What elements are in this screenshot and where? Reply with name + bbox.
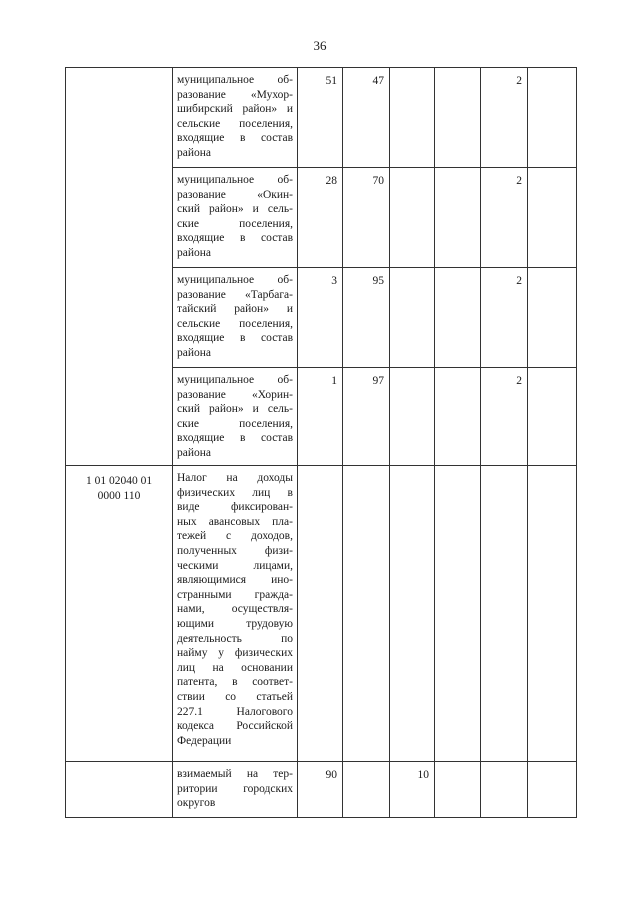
table-cell-value xyxy=(528,268,577,368)
description-line: нами, осуществля- xyxy=(177,603,293,616)
page-number: 36 xyxy=(313,38,327,53)
description-line: округов xyxy=(177,797,216,810)
table-cell-code xyxy=(66,68,173,466)
description-line: входящие в состав xyxy=(177,232,293,245)
description-line: ский район» и сель- xyxy=(177,403,293,416)
description-line: разование «Мухор- xyxy=(177,88,293,101)
table-cell-value xyxy=(343,762,390,818)
table-cell-value xyxy=(390,168,435,268)
description-line: тежей с доходов, xyxy=(177,530,293,543)
description-line: ных авансовых пла- xyxy=(177,515,293,528)
description-line: района xyxy=(177,146,212,159)
table-cell-value xyxy=(390,368,435,466)
table-cell-value: 1 xyxy=(298,368,343,466)
description-line: ющими трудовую xyxy=(177,617,293,630)
description-line: кодекса Российской xyxy=(177,720,293,733)
description-line: Федерации xyxy=(177,734,232,747)
description-line: лиц на основании xyxy=(177,661,293,674)
table-cell-value xyxy=(435,268,481,368)
description-line: муниципальное об- xyxy=(177,174,293,186)
budget-code-line: 0000 110 xyxy=(97,489,141,502)
table-cell-value xyxy=(435,368,481,466)
description-line: тайский район» и xyxy=(177,303,293,316)
table-cell-value: 2 xyxy=(481,368,528,466)
description-line: являющимися ино- xyxy=(177,574,293,587)
description-line: муниципальное об- xyxy=(177,374,293,386)
description-line: Налог на доходы xyxy=(177,472,293,484)
description-line: муниципальное об- xyxy=(177,274,293,286)
description-line: взимаемый на тер- xyxy=(177,768,293,780)
budget-code-line: 1 01 02040 01 xyxy=(85,475,153,487)
description-line: деятельность по xyxy=(177,632,293,645)
table-cell-value xyxy=(390,268,435,368)
table-cell-value: 95 xyxy=(343,268,390,368)
description-line: входящие в состав xyxy=(177,432,293,445)
table-cell-value: 2 xyxy=(481,168,528,268)
description-line: полученных физи- xyxy=(177,544,293,557)
description-line: ческими лицами, xyxy=(177,559,293,572)
table-cell-value xyxy=(528,168,577,268)
table-cell-code xyxy=(66,466,173,762)
table-cell-value: 2 xyxy=(481,68,528,168)
table-cell-description xyxy=(173,268,298,368)
table-cell-value: 47 xyxy=(343,68,390,168)
description-line: ритории городских xyxy=(177,782,293,795)
table-cell-code xyxy=(66,762,173,818)
description-line: виде фиксирован- xyxy=(177,501,293,514)
description-line: странными гражда- xyxy=(177,588,293,601)
description-line: ские поселения, xyxy=(177,417,293,430)
table-cell-description xyxy=(173,368,298,466)
table-cell-value: 2 xyxy=(481,268,528,368)
table-cell-value xyxy=(435,168,481,268)
table-cell-value xyxy=(435,466,481,762)
table-cell-value: 90 xyxy=(298,762,343,818)
description-line: ский район» и сель- xyxy=(177,203,293,216)
description-line: шибирский район» и xyxy=(177,103,293,116)
table-cell-value xyxy=(435,68,481,168)
description-line: разование «Тарбага- xyxy=(177,288,293,301)
table-cell-value xyxy=(528,68,577,168)
table-row xyxy=(66,466,577,762)
table-cell-value xyxy=(343,466,390,762)
description-line: патента, в соответ- xyxy=(177,676,293,689)
table-cell-value xyxy=(435,762,481,818)
table-cell-description xyxy=(173,466,298,762)
table-cell-value xyxy=(528,762,577,818)
table-cell-value: 51 xyxy=(298,68,343,168)
table-cell-value: 10 xyxy=(390,762,435,818)
table-cell-value: 97 xyxy=(343,368,390,466)
table-cell-value xyxy=(528,466,577,762)
table-cell-value xyxy=(298,466,343,762)
description-line: найму у физических xyxy=(177,647,293,660)
table-cell-description xyxy=(173,762,298,818)
table-cell-value: 28 xyxy=(298,168,343,268)
table-cell-value: 70 xyxy=(343,168,390,268)
description-line: физических лиц в xyxy=(177,486,293,499)
description-line: сельские поселения, xyxy=(177,117,293,130)
table-cell-value xyxy=(390,466,435,762)
table-cell-description xyxy=(173,168,298,268)
table-cell-value xyxy=(390,68,435,168)
description-line: разование «Хорин- xyxy=(177,388,293,401)
description-line: входящие в состав xyxy=(177,332,293,345)
description-line: ствии со статьей xyxy=(177,690,293,703)
description-line: района xyxy=(177,246,212,259)
description-line: района xyxy=(177,446,212,459)
description-line: района xyxy=(177,346,212,359)
revenue-distribution-table xyxy=(65,67,577,818)
description-line: сельские поселения, xyxy=(177,317,293,330)
table-cell-description xyxy=(173,68,298,168)
description-line: разование «Окин- xyxy=(177,188,293,201)
table-cell-value xyxy=(528,368,577,466)
table-cell-value: 3 xyxy=(298,268,343,368)
description-line: ские поселения, xyxy=(177,217,293,230)
table-cell-value xyxy=(481,466,528,762)
table-cell-value xyxy=(481,762,528,818)
table-row xyxy=(66,68,577,168)
table-row xyxy=(66,762,577,818)
description-line: 227.1 Налогового xyxy=(177,705,293,718)
description-line: муниципальное об- xyxy=(177,74,293,86)
description-line: входящие в состав xyxy=(177,132,293,145)
